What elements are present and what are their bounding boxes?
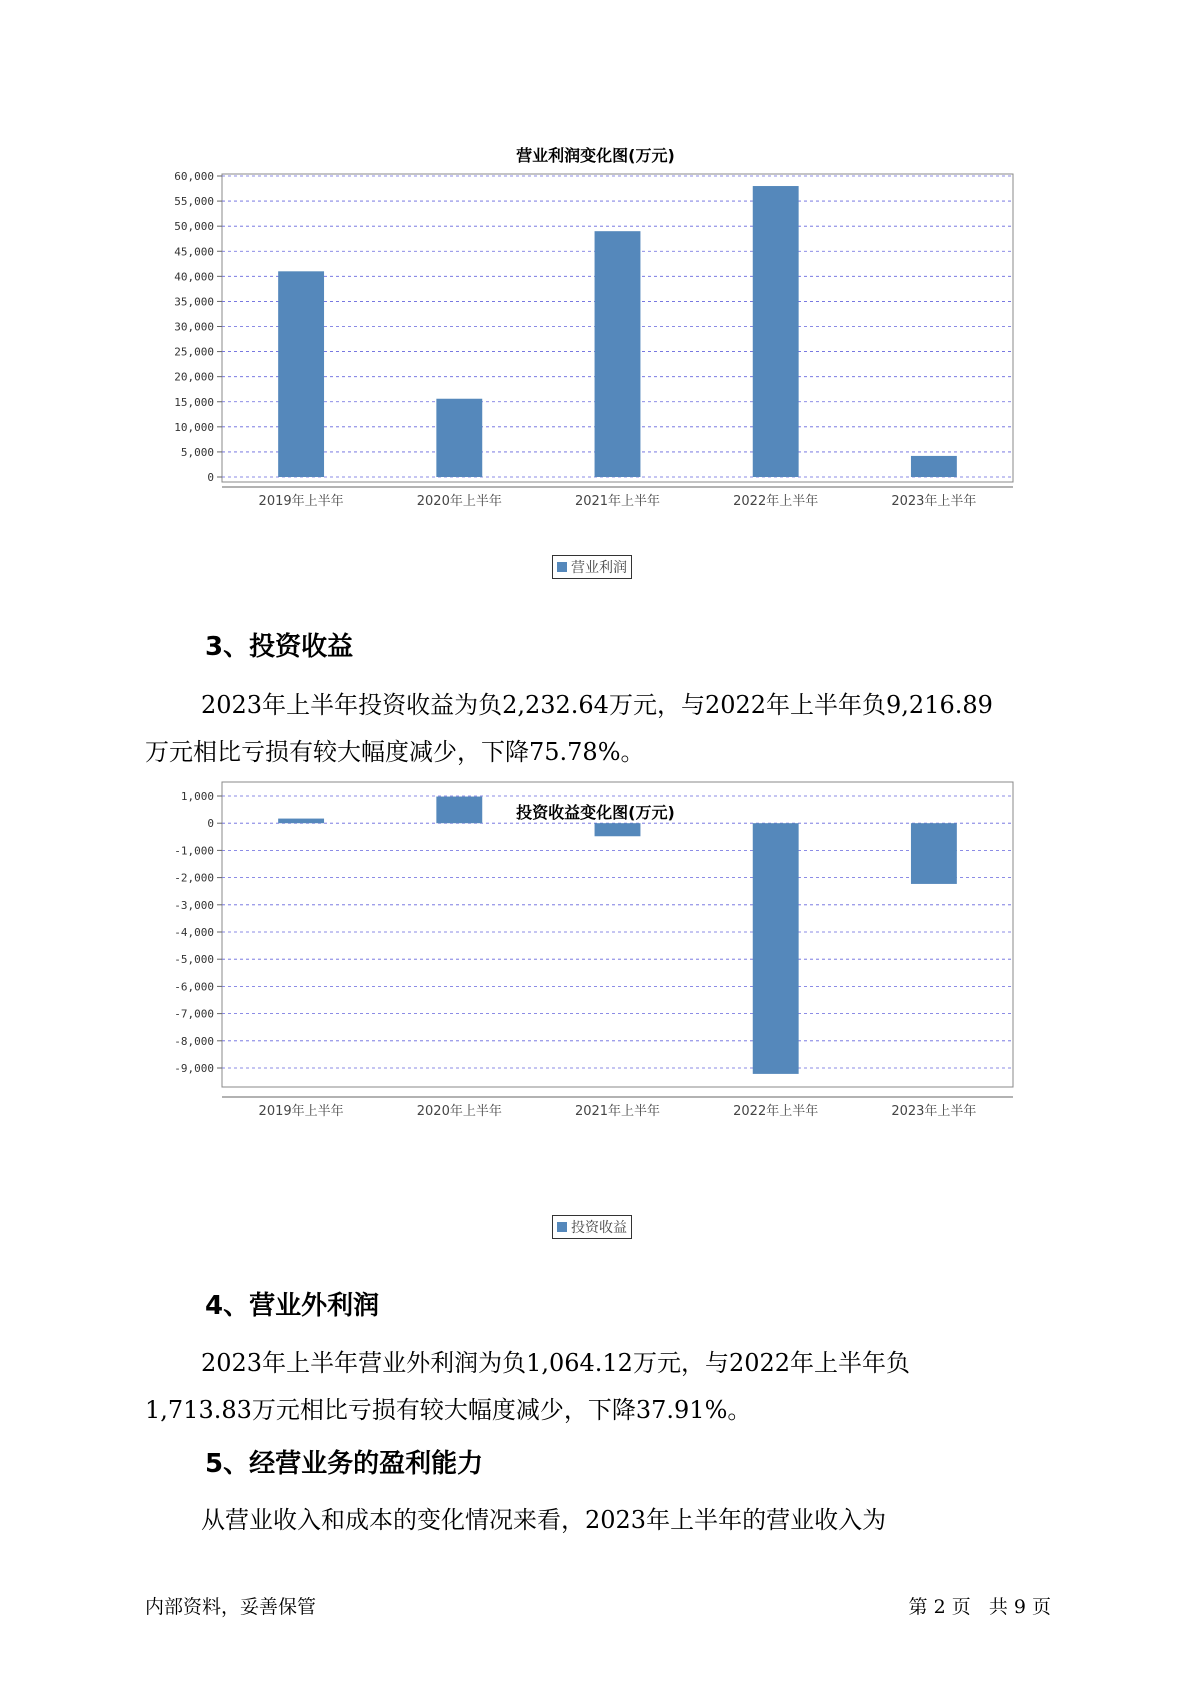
operating-profit-chart xyxy=(0,170,1191,540)
chart2-legend-label: 投资收益 xyxy=(571,1220,627,1236)
y-tick-label: -9,000 xyxy=(174,1062,214,1075)
y-tick-label: 1,000 xyxy=(180,790,214,803)
bar xyxy=(278,819,324,824)
bar xyxy=(753,186,799,477)
footer-page-number: 第 2 页 共 9 页 xyxy=(908,1596,1051,1618)
bar xyxy=(911,823,957,884)
legend-swatch xyxy=(557,562,567,572)
chart2-title: 投资收益变化图(万元) xyxy=(516,803,675,822)
y-tick-label: 55,000 xyxy=(174,195,214,209)
chart1-legend xyxy=(552,555,632,579)
section4-line2: 1,713.83万元相比亏损有较大幅度减少，下降37.91%。 xyxy=(145,1396,752,1424)
y-tick-label: 15,000 xyxy=(174,395,214,409)
y-tick-label: -6,000 xyxy=(174,980,214,994)
y-tick-label: -1,000 xyxy=(174,844,214,858)
section3-paragraph xyxy=(145,682,1070,776)
section3-line2: 万元相比亏损有较大幅度减少，下降75.78%。 xyxy=(145,738,645,766)
footer-confidential: 内部资料，妥善保管 xyxy=(145,1596,317,1618)
x-tick-label: 2023年上半年 xyxy=(891,494,977,509)
y-tick-label: -7,000 xyxy=(174,1007,214,1021)
x-tick-label: 2020年上半年 xyxy=(416,494,502,509)
x-tick-label: 2019年上半年 xyxy=(258,1104,344,1119)
section5-heading: 5、经营业务的盈利能力 xyxy=(205,1449,484,1479)
section5-line1: 从营业收入和成本的变化情况来看，2023年上半年的营业收入为 xyxy=(201,1506,887,1534)
y-tick-label: -2,000 xyxy=(174,871,214,885)
y-tick-label: 5,000 xyxy=(180,445,214,459)
chart2-legend xyxy=(552,1215,632,1239)
y-tick-label: 40,000 xyxy=(174,270,214,284)
y-tick-label: 10,000 xyxy=(174,420,214,434)
y-tick-label: 50,000 xyxy=(174,220,214,234)
section4-line1: 2023年上半年营业外利润为负1,064.12万元，与2022年上半年负 xyxy=(201,1349,911,1377)
section5-paragraph xyxy=(145,1497,1070,1544)
section3-line1: 2023年上半年投资收益为负2,232.64万元，与2022年上半年负9,216.89 xyxy=(201,691,993,719)
y-tick-label: -4,000 xyxy=(174,926,214,939)
y-tick-label: 25,000 xyxy=(174,345,214,359)
x-tick-label: 2020年上半年 xyxy=(416,1104,502,1119)
x-tick-label: 2022年上半年 xyxy=(733,494,819,509)
x-tick-label: 2023年上半年 xyxy=(891,1104,977,1119)
x-tick-label: 2022年上半年 xyxy=(733,1104,819,1119)
y-tick-label: 0 xyxy=(207,471,214,484)
y-tick-label: 60,000 xyxy=(174,170,214,183)
y-tick-label: 45,000 xyxy=(174,245,214,259)
bar xyxy=(436,399,482,477)
legend-swatch xyxy=(557,1222,567,1232)
x-tick-label: 2019年上半年 xyxy=(258,494,344,509)
bar xyxy=(595,231,641,477)
y-tick-label: 20,000 xyxy=(174,370,214,384)
section4-heading: 4、营业外利润 xyxy=(205,1291,380,1321)
section3-heading: 3、投资收益 xyxy=(205,632,354,662)
bar xyxy=(595,823,641,836)
y-tick-label: 0 xyxy=(207,817,214,831)
y-tick-label: -5,000 xyxy=(174,953,214,967)
section4-paragraph xyxy=(145,1340,1070,1434)
y-tick-label: 35,000 xyxy=(174,295,214,309)
bar xyxy=(436,797,482,824)
y-tick-label: -3,000 xyxy=(174,898,214,912)
bar xyxy=(911,456,957,477)
bar xyxy=(753,823,799,1074)
chart1-legend-label: 营业利润 xyxy=(571,560,627,576)
y-tick-label: 30,000 xyxy=(174,320,214,334)
bar xyxy=(278,271,324,477)
y-tick-label: -8,000 xyxy=(174,1034,214,1048)
x-tick-label: 2021年上半年 xyxy=(574,1104,661,1119)
x-tick-label: 2021年上半年 xyxy=(574,494,661,509)
chart1-title: 营业利润变化图(万元) xyxy=(516,146,675,165)
